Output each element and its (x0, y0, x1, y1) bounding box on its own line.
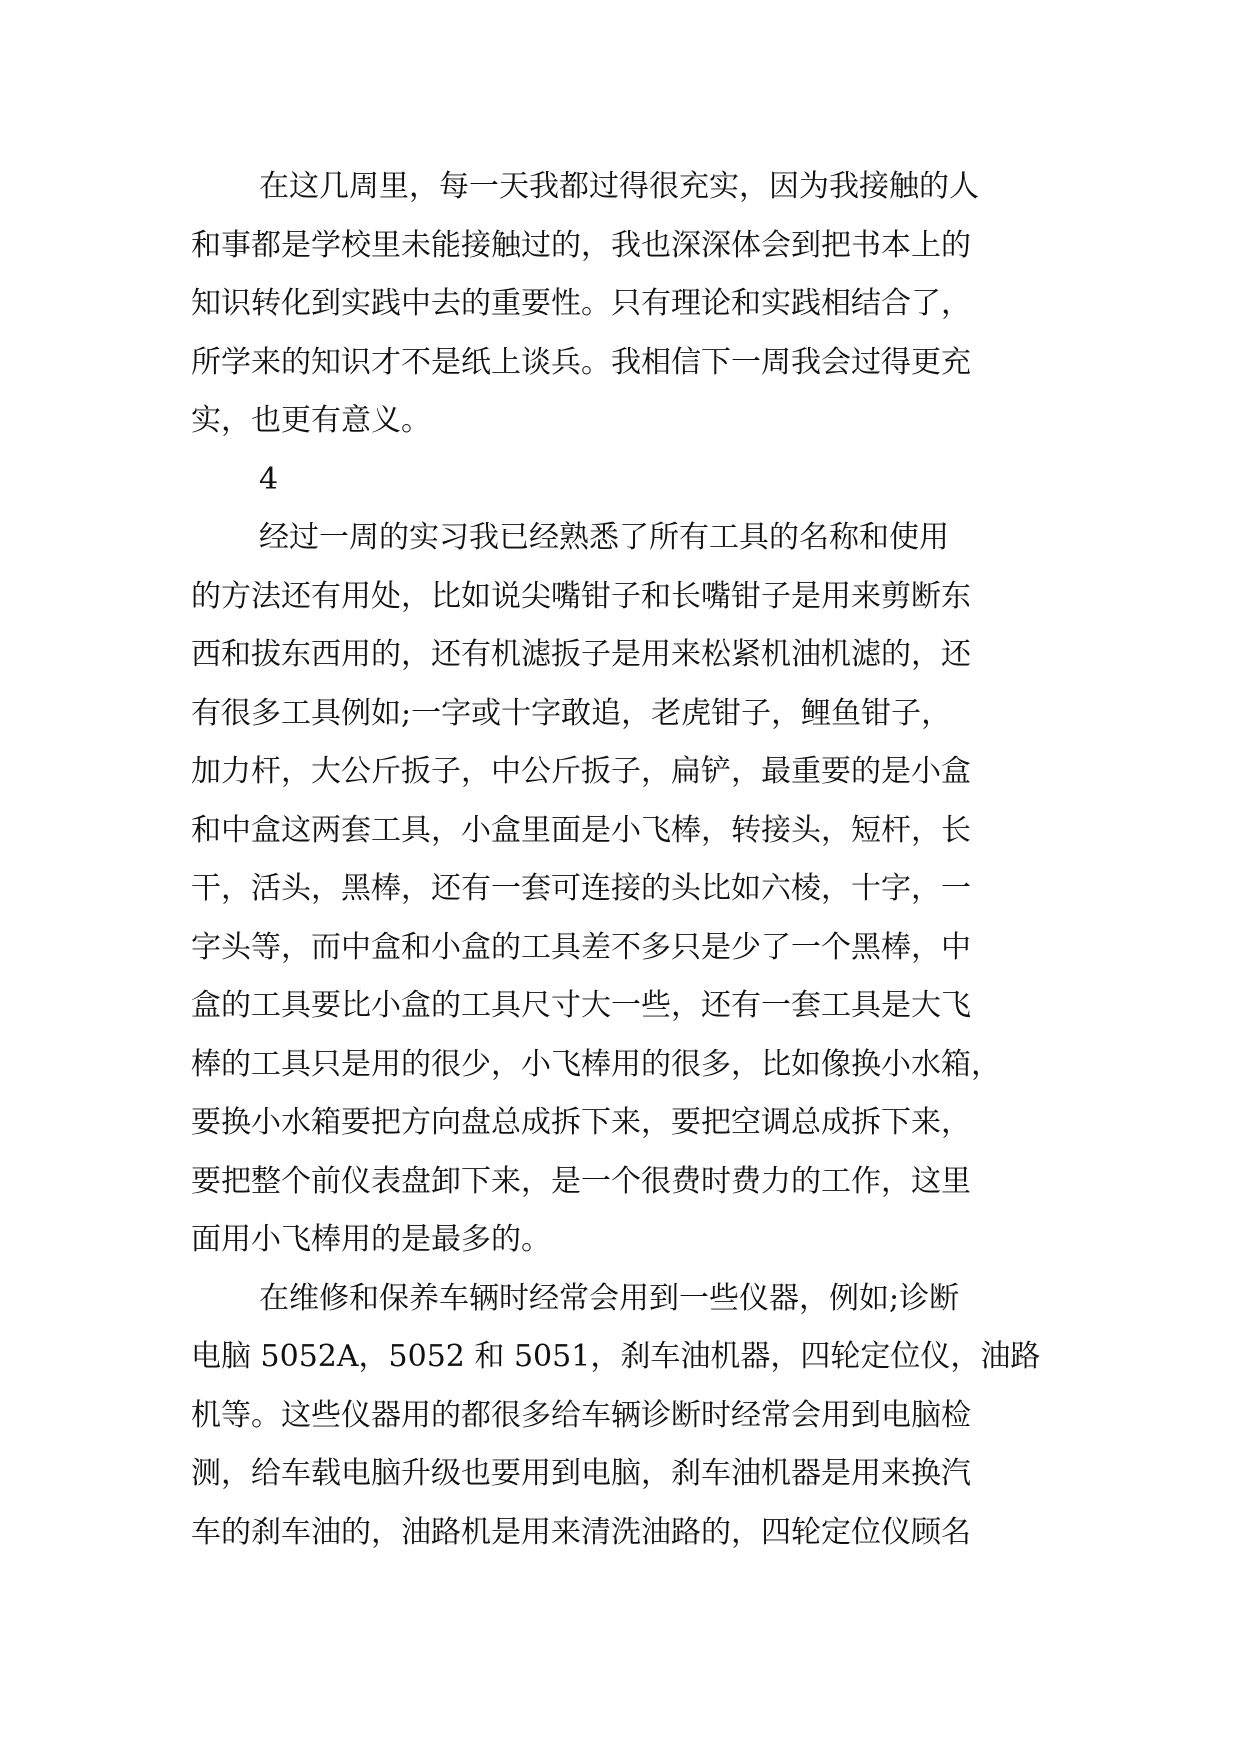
paragraph-line: 车的刹车油的，油路机是用来清洗油路的，四轮定位仪顾名 (191, 1514, 971, 1550)
paragraph-line: 机等。这些仪器用的都很多给车辆诊断时经常会用到电脑检 (191, 1397, 971, 1433)
paragraph-line: 字头等，而中盒和小盒的工具差不多只是少了一个黑棒，中 (191, 929, 971, 965)
paragraph-line: 加力杆，大公斤扳子，中公斤扳子，扁铲，最重要的是小盒 (191, 754, 971, 789)
paragraph-line: 西和拔东西用的，还有机滤扳子是用来松紧机油机滤的，还 (191, 637, 971, 672)
paragraph-line: 和事都是学校里未能接触过的，我也深深体会到把书本上的 (191, 227, 971, 263)
paragraph-line: 干，活头，黑棒，还有一套可连接的头比如六棱，十字，一 (191, 871, 971, 906)
paragraph-line: 知识转化到实践中去的重要性。只有理论和实践相结合了， (191, 286, 971, 321)
paragraph-line: 和中盒这两套工具，小盒里面是小飞棒，转接头，短杆，长 (191, 812, 971, 848)
paragraph-line: 经过一周的实习我已经熟悉了所有工具的名称和使用 (259, 520, 949, 555)
paragraph-line: 要换小水箱要把方向盘总成拆下来，要把空调总成拆下来， (191, 1105, 971, 1140)
paragraph-line: 测，给车载电脑升级也要用到电脑，刹车油机器是用来换汽 (191, 1456, 971, 1491)
paragraph-line: 电脑 5052A，5052 和 5051，刹车油机器，四轮定位仪，油路 (191, 1339, 1041, 1374)
paragraph-line: 棒的工具只是用的很少，小飞棒用的很多，比如像换小水箱， (191, 1046, 1001, 1082)
paragraph-line: 的方法还有用处，比如说尖嘴钳子和长嘴钳子是用来剪断东 (191, 578, 971, 614)
paragraph-line: 在这几周里，每一天我都过得很充实，因为我接触的人 (259, 169, 979, 204)
paragraph-line: 要把整个前仪表盘卸下来，是一个很费时费力的工作，这里 (191, 1163, 971, 1199)
document-body (191, 158, 1071, 1562)
paragraph-line: 在维修和保养车辆时经常会用到一些仪器，例如;诊断 (259, 1280, 960, 1316)
paragraph-line: 实，也更有意义。 (191, 403, 431, 438)
paragraph-line: 面用小飞棒用的是最多的。 (191, 1222, 551, 1257)
paragraph-line: 盒的工具要比小盒的工具尺寸大一些，还有一套工具是大飞 (191, 988, 971, 1023)
section-number: 4 (259, 461, 279, 497)
paragraph-line: 所学来的知识才不是纸上谈兵。我相信下一周我会过得更充 (191, 344, 971, 380)
paragraph-line: 有很多工具例如;一字或十字敢追，老虎钳子，鲤鱼钳子， (191, 695, 952, 731)
